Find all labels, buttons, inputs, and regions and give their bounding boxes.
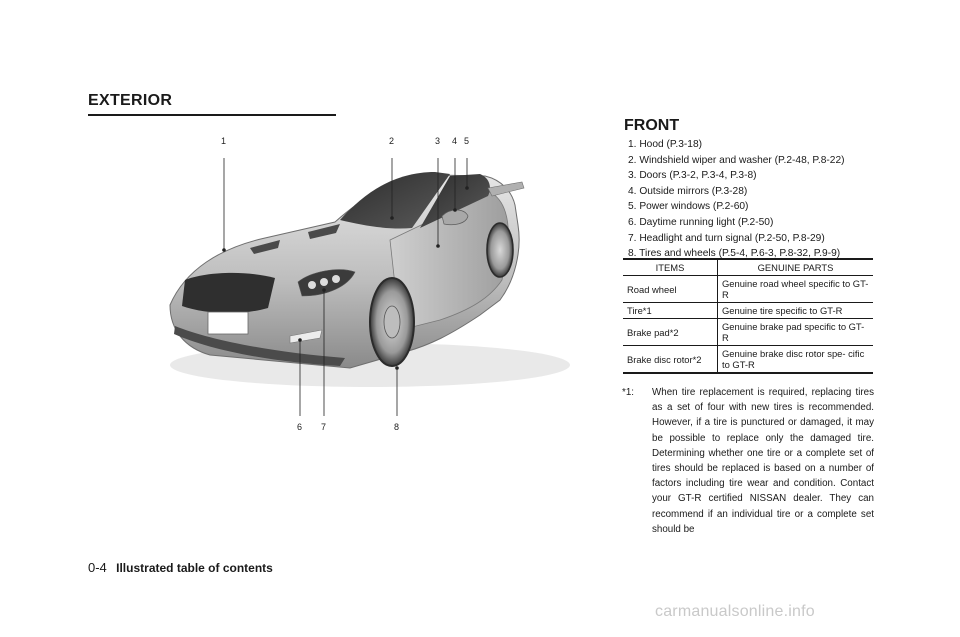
list-item: 7. Headlight and turn signal (P.2-50, P.8-29) xyxy=(628,232,825,244)
list-item: 8. Tires and wheels (P.5-4, P.6-3, P.8-32, P.9-9) xyxy=(628,248,841,260)
rear-wheel xyxy=(487,223,513,277)
callout-2: 2 xyxy=(389,136,395,146)
footnote-tire xyxy=(622,385,874,537)
callout-7: 7 xyxy=(321,422,327,432)
watermark: carmanualsonline.info xyxy=(655,603,815,620)
car-exterior-illustration xyxy=(150,130,580,435)
front-title: FRONT xyxy=(624,117,680,134)
table-cell: Genuine road wheel specific to GT-R xyxy=(718,276,874,303)
front-grille xyxy=(182,273,275,313)
table-row xyxy=(623,346,873,374)
table-header-genuine-parts: GENUINE PARTS xyxy=(718,259,874,276)
table-row xyxy=(623,276,873,303)
footnote-mark: *1: xyxy=(622,387,634,398)
table-header-row xyxy=(623,259,873,276)
list-item: 3. Doors (P.3-2, P.3-4, P.3-8) xyxy=(628,170,757,182)
callout-8: 8 xyxy=(394,422,400,432)
table-cell: Road wheel xyxy=(623,276,718,303)
table-row xyxy=(623,319,873,346)
table-row xyxy=(623,303,873,319)
front-item-list xyxy=(628,137,845,262)
callout-3: 3 xyxy=(435,136,441,146)
list-item: 6. Daytime running light (P.2-50) xyxy=(628,216,774,228)
callout-5: 5 xyxy=(464,136,470,146)
page-footer xyxy=(88,560,273,575)
section-rule xyxy=(88,114,336,116)
genuine-parts-table xyxy=(623,258,873,374)
list-item: 4. Outside mirrors (P.3-28) xyxy=(628,185,748,197)
license-plate xyxy=(208,312,248,334)
table-cell: Tire*1 xyxy=(623,303,718,319)
callout-4: 4 xyxy=(452,136,458,146)
table-cell: Brake disc rotor*2 xyxy=(623,346,718,374)
table-cell: Genuine brake disc rotor spe- cific to GT-R xyxy=(718,346,874,374)
car-drawing xyxy=(150,130,580,435)
table-header-items: ITEMS xyxy=(623,259,718,276)
footnote-text: When tire replacement is required, replacing tires as a set of four with new tires is recommended. However, if a tire is punctured or damaged, it may be possible to replace only the damaged tire. Determining whether one tire or a complete set of tires should be replaced is based on a number of factors including tire wear and condition. Contact your GT-R certified NISSAN dealer. They can recommend if an individual tire or a complete set should be xyxy=(652,387,874,535)
page-number: 0-4 xyxy=(88,560,107,575)
list-item: 1. Hood (P.3-18) xyxy=(628,139,702,150)
section-title: EXTERIOR xyxy=(88,92,173,109)
table-cell: Genuine tire specific to GT-R xyxy=(718,303,874,319)
table-cell: Brake pad*2 xyxy=(623,319,718,346)
callout-1: 1 xyxy=(221,136,227,146)
list-item: 5. Power windows (P.2-60) xyxy=(628,201,749,213)
callout-6: 6 xyxy=(297,422,303,432)
list-item: 2. Windshield wiper and washer (P.2-48, P.8-22) xyxy=(628,154,845,166)
table-cell: Genuine brake pad specific to GT-R xyxy=(718,319,874,346)
chapter-title: Illustrated table of contents xyxy=(116,561,273,575)
